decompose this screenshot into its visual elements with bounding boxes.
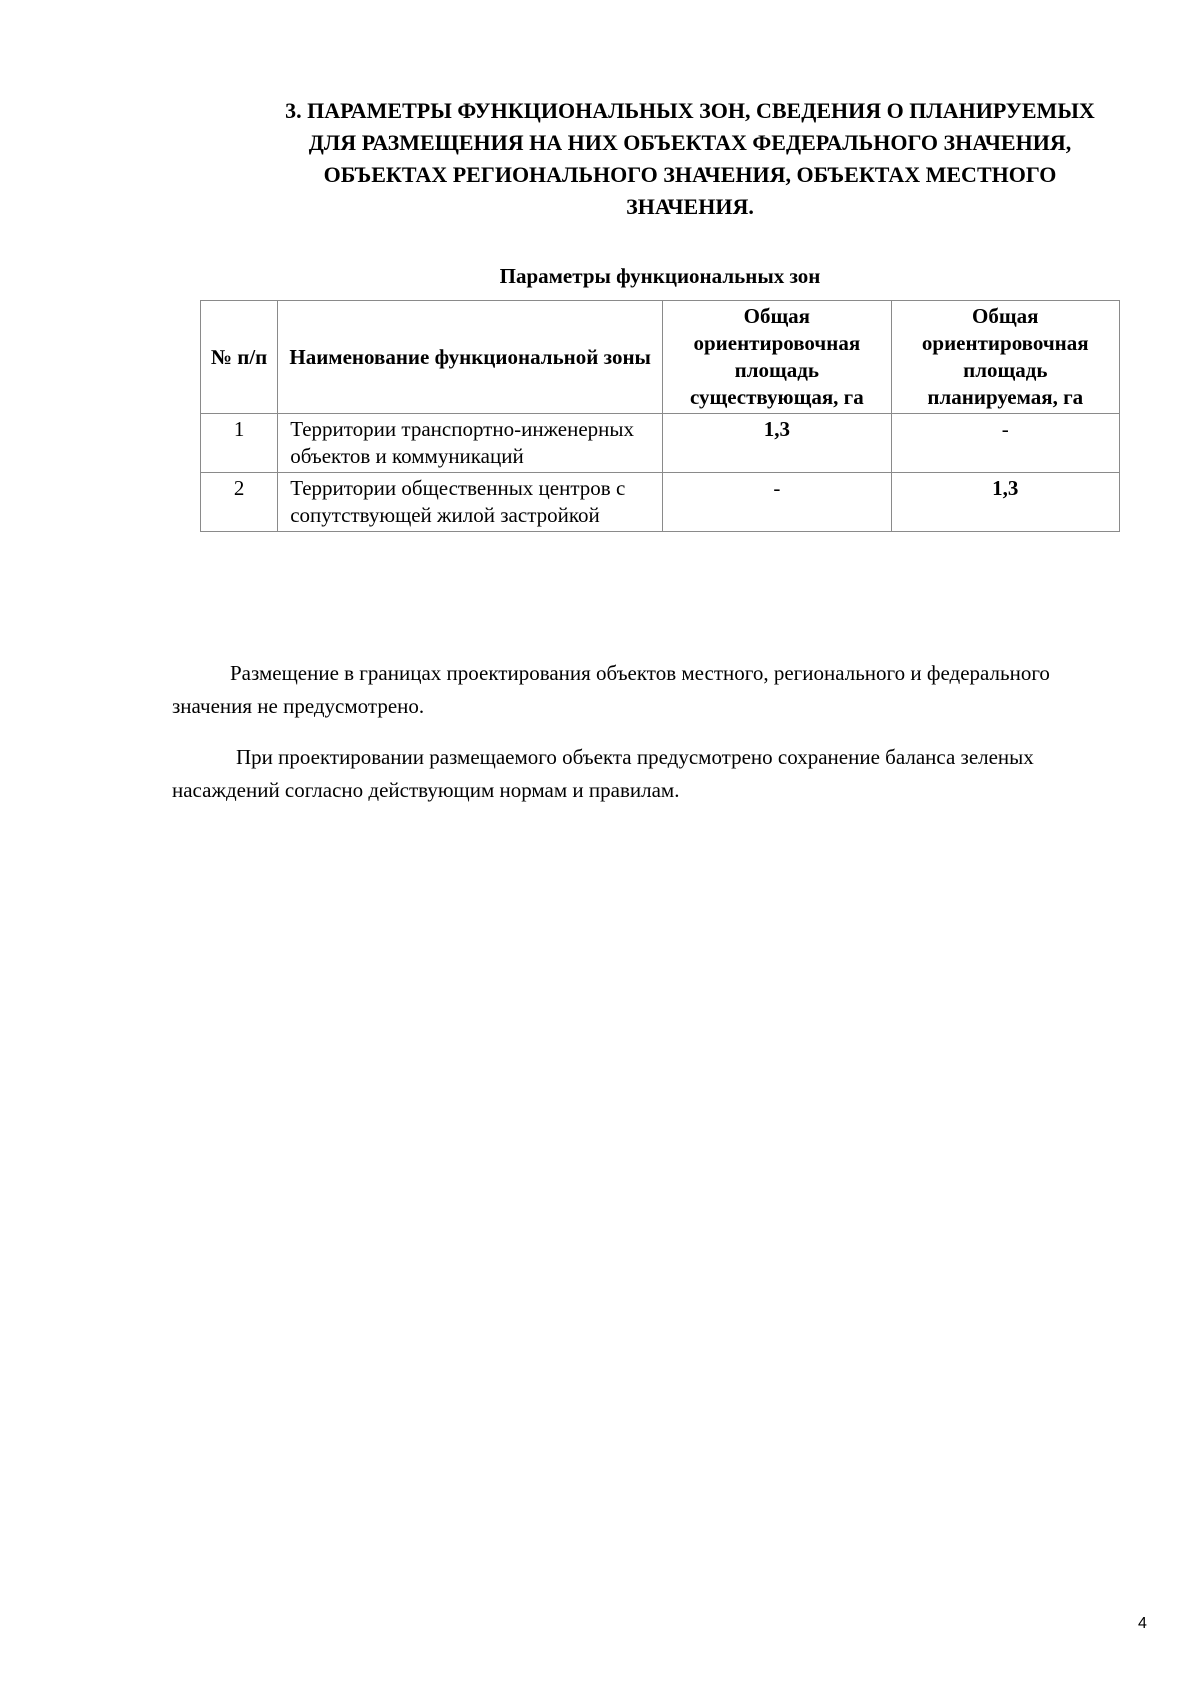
header-number: № п/п xyxy=(201,301,278,414)
paragraph-green-balance: При проектировании размещаемого объекта предусмотрено сохранение баланса зеленых насаждений согласно действующим нормам и правилам. xyxy=(172,745,1034,802)
header-existing-area: Общая ориентировочная площадь существующая, га xyxy=(663,301,891,414)
paragraph-placement: Размещение в границах проектирования объектов местного, регионального и федерального значения не предусмотрено. xyxy=(172,661,1050,718)
section-title-line: ДЛЯ РАЗМЕЩЕНИЯ НА НИХ ОБЪЕКТАХ ФЕДЕРАЛЬНОГО ЗНАЧЕНИЯ, xyxy=(308,130,1072,155)
row-planned-area: 1,3 xyxy=(891,473,1119,532)
row-zone-name: Территории транспортно-инженерных объектов и коммуникаций xyxy=(278,414,663,473)
zones-table xyxy=(200,300,1120,532)
page-number: 4 xyxy=(1138,1615,1147,1632)
row-existing-area: 1,3 xyxy=(663,414,891,473)
table-row xyxy=(201,473,1120,532)
row-planned-area: - xyxy=(891,414,1119,473)
table-caption: Параметры функциональных зон xyxy=(499,264,821,288)
table-row xyxy=(201,414,1120,473)
table-header-row xyxy=(201,301,1120,414)
section-title-line: ЗНАЧЕНИЯ. xyxy=(626,194,754,219)
row-zone-name: Территории общественных центров с сопутствующей жилой застройкой xyxy=(278,473,663,532)
row-existing-area: - xyxy=(663,473,891,532)
section-title-line: ОБЪЕКТАХ РЕГИОНАЛЬНОГО ЗНАЧЕНИЯ, ОБЪЕКТАХ МЕСТНОГО xyxy=(323,162,1057,187)
row-number: 2 xyxy=(201,473,278,532)
row-number: 1 xyxy=(201,414,278,473)
header-zone-name: Наименование функциональной зоны xyxy=(278,301,663,414)
section-title-line: 3. ПАРАМЕТРЫ ФУНКЦИОНАЛЬНЫХ ЗОН, СВЕДЕНИЯ О ПЛАНИРУЕМЫХ xyxy=(285,98,1095,123)
header-planned-area: Общая ориентировочная площадь планируемая, га xyxy=(891,301,1119,414)
section-title xyxy=(230,95,1150,223)
